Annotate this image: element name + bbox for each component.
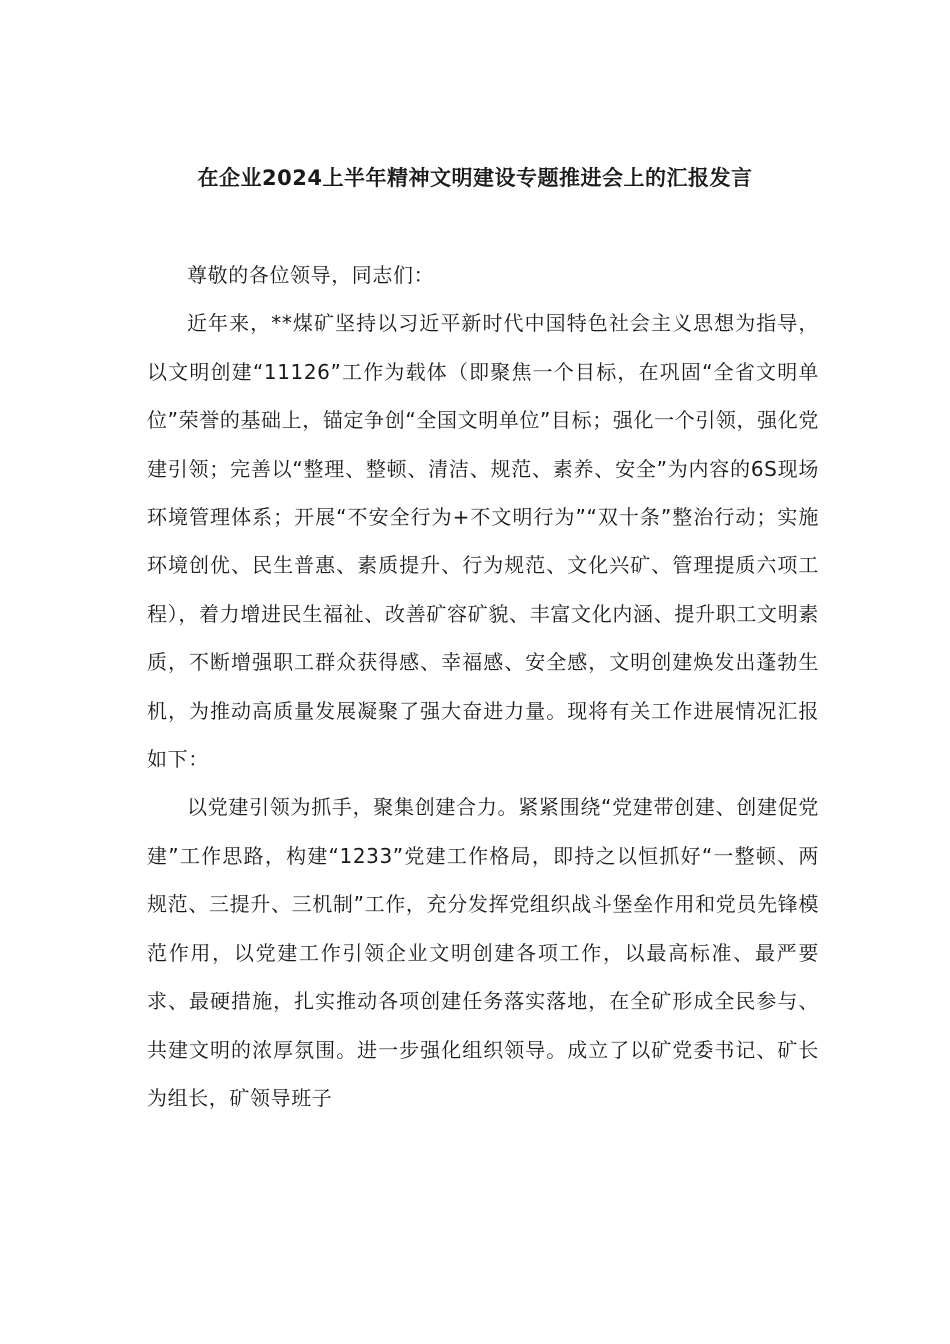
salutation: 尊敬的各位领导，同志们： bbox=[187, 263, 435, 287]
paragraph-party-building: 以党建引领为抓手，聚集创建合力。紧紧围绕“党建带创建、创建促党建”工作思路，构建“1233”党建工作格局，即持之以恒抓好“一整顿、两规范、三提升、三机制”工作，充分发挥党组织战斗堡垒作用和党员先锋模范作用，以党建工作引领企业文明创建各项工作，以最高标准、最严要求、最硬措施，扎实推动各项创建任务落实落地，在全矿形成全民参与、共建文明的浓厚氛围。进一步强化组织领导。成立了以矿党委书记、矿长为组长，矿领导班子 bbox=[147, 795, 819, 1110]
paragraph-intro: 近年来，**煤矿坚持以习近平新时代中国特色社会主义思想为指导，以文明创建“11126”工作为载体（即聚焦一个目标，在巩固“全省文明单位”荣誉的基础上，锚定争创“全国文明单位”目标；强化一个引领，强化党建引领；完善以“整理、整顿、清洁、规范、素养、安全”为内容的6S现场环境管理体系；开展“不安全行为+不文明行为”“双十条”整治行动；实施环境创优、民生普惠、素质提升、行为规范、文化兴矿、管理提质六项工程），着力增进民生福祉、改善矿容矿貌、丰富文化内涵、提升职工文明素质，不断增强职工群众获得感、幸福感、安全感，文明创建焕发出蓬勃生机，为推动高质量发展凝聚了强大奋进力量。现将有关工作进展情况汇报如下： bbox=[147, 311, 819, 772]
document-body bbox=[147, 251, 819, 1122]
document-title: 在企业2024上半年精神文明建设专题推进会上的汇报发言 bbox=[197, 166, 753, 190]
